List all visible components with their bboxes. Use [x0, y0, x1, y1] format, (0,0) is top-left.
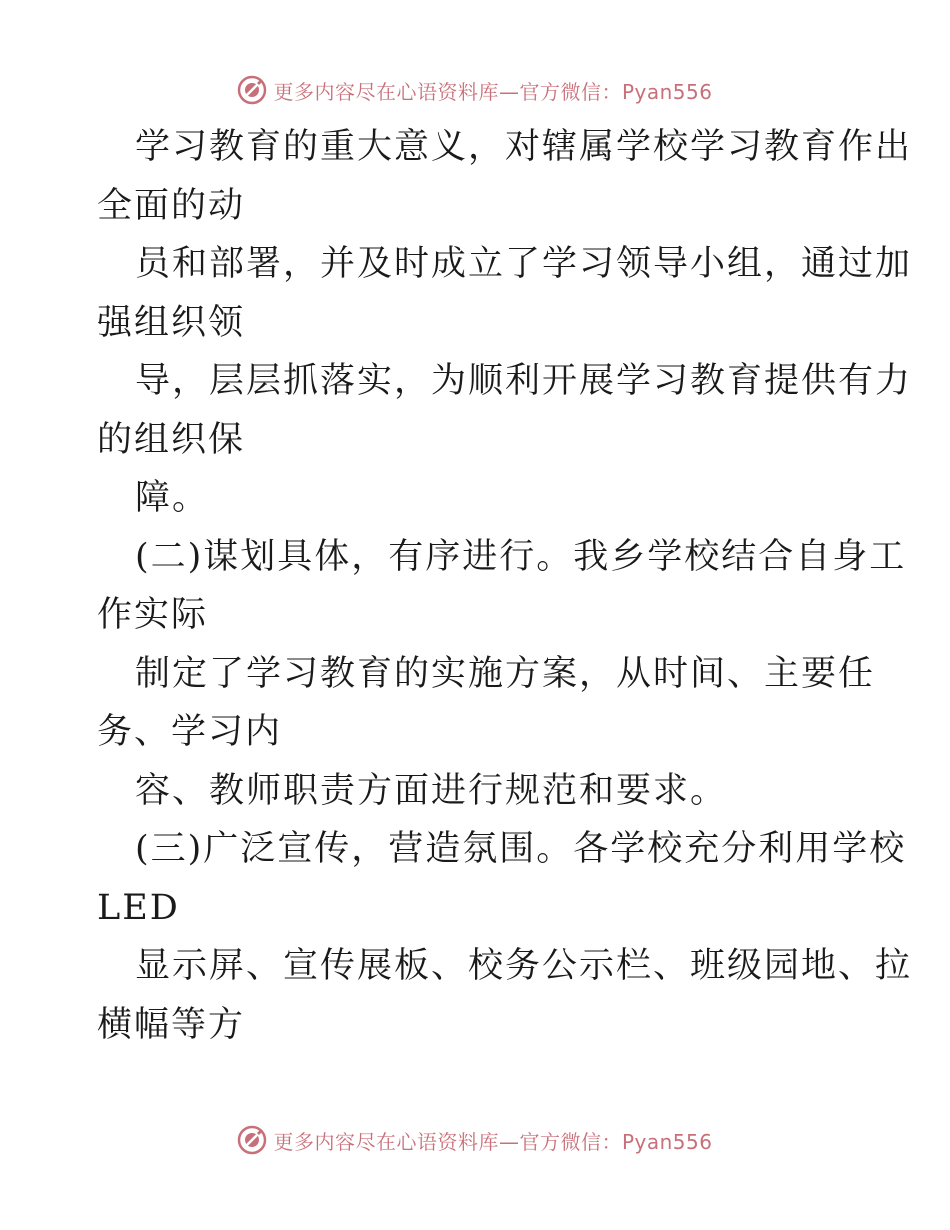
text-line: LED — [97, 887, 180, 928]
text-line: 学习教育的重大意义，对辖属学校学习教育作出 — [135, 127, 913, 167]
footer-watermark — [0, 1120, 950, 1160]
text-line: 容、教师职责方面进行规范和要求。 — [135, 770, 728, 811]
text-line: 显示屏、宣传展板、校务公示栏、班级园地、拉 — [135, 946, 913, 986]
document-body — [97, 118, 913, 1054]
text-line: 的组织保 — [97, 419, 246, 460]
text-line: 员和部署，并及时成立了学习领导小组，通过加 — [135, 244, 913, 284]
text-line: 务、学习内 — [97, 712, 283, 752]
text-line: 横幅等方 — [97, 1004, 246, 1045]
header-watermark — [0, 70, 950, 110]
text-line: 强组织领 — [97, 302, 246, 343]
watermark-text: 更多内容尽在心语资料库—官方微信：Pyan556 — [273, 1129, 713, 1154]
text-line: 制定了学习教育的实施方案，从时间、主要任 — [135, 653, 876, 694]
text-line: 障。 — [135, 478, 210, 518]
text-line: 全面的动 — [97, 185, 246, 226]
text-line: (二)谋划具体，有序进行。我乡学校结合自身工 — [135, 536, 907, 577]
logo-icon — [237, 1125, 267, 1155]
text-line: 作实际 — [97, 595, 209, 635]
text-line: 导，层层抓落实，为顺利开展学习教育提供有力 — [135, 361, 913, 401]
watermark-text: 更多内容尽在心语资料库—官方微信：Pyan556 — [273, 79, 713, 104]
text-line: (三)广泛宣传，营造氛围。各学校充分利用学校 — [135, 829, 907, 869]
logo-icon — [237, 75, 267, 105]
